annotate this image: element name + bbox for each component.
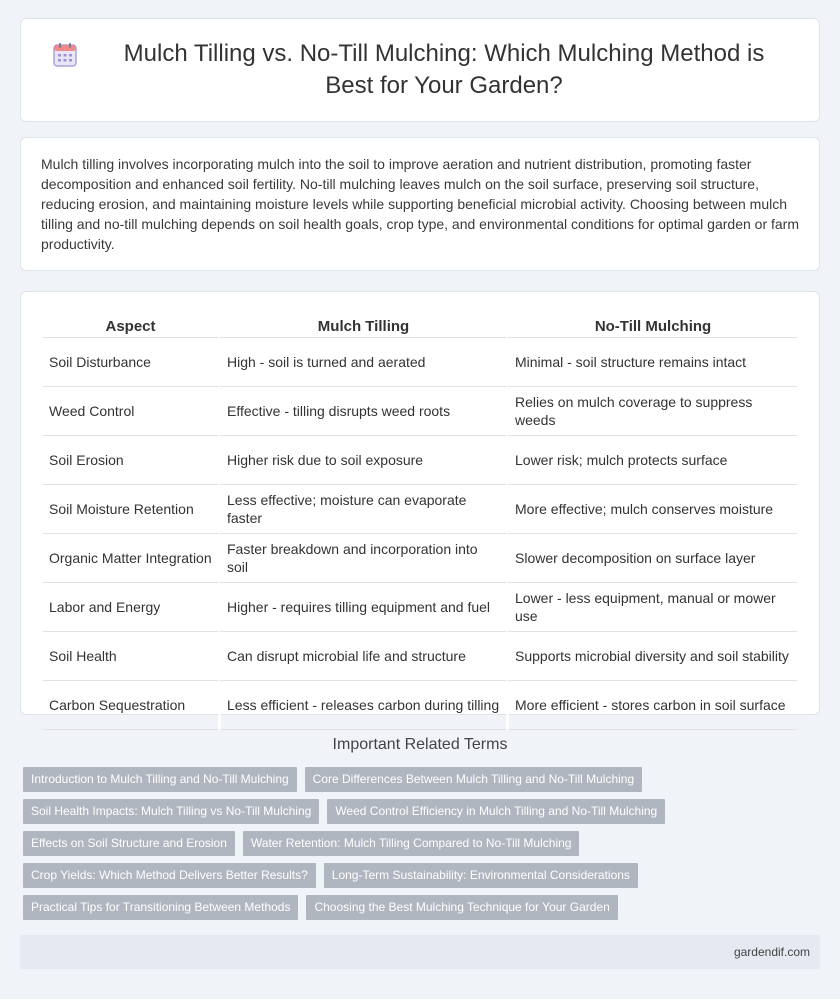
no-till-cell: Slower decomposition on surface layer: [506, 534, 797, 583]
related-term-tag[interactable]: Choosing the Best Mulching Technique for Your Garden: [306, 895, 617, 920]
no-till-cell: Lower - less equipment, manual or mower use: [506, 583, 797, 632]
table-row: [43, 338, 797, 387]
aspect-cell: Soil Erosion: [43, 436, 218, 485]
footer-site-link[interactable]: gardendif.com: [733, 945, 810, 959]
related-term-tag[interactable]: Water Retention: Mulch Tilling Compared to No-Till Mulching: [243, 831, 580, 856]
page-title: Mulch Tilling vs. No-Till Mulching: Which Mulching Method is Best for Your Garden?: [123, 40, 765, 99]
comparison-table-card: [20, 291, 820, 715]
calendar-icon: [51, 41, 79, 69]
no-till-cell: More effective; mulch conserves moisture: [506, 485, 797, 534]
related-term-tag[interactable]: Introduction to Mulch Tilling and No-Till Mulching: [23, 767, 297, 792]
mulch-tilling-cell: Less efficient - releases carbon during tilling: [218, 681, 506, 730]
aspect-cell: Soil Health: [43, 632, 218, 681]
aspect-cell: Organic Matter Integration: [43, 534, 218, 583]
table-row: [43, 632, 797, 681]
related-term-tag[interactable]: Long-Term Sustainability: Environmental Considerations: [324, 863, 638, 888]
no-till-cell: Lower risk; mulch protects surface: [506, 436, 797, 485]
aspect-cell: Labor and Energy: [43, 583, 218, 632]
intro-card: [20, 137, 820, 271]
related-term-tag[interactable]: Practical Tips for Transitioning Between Methods: [23, 895, 298, 920]
related-terms-heading: Important Related Terms: [332, 736, 508, 753]
table-row: [43, 387, 797, 436]
table-header-row: [43, 309, 797, 338]
related-term-tag[interactable]: Crop Yields: Which Method Delivers Better Results?: [23, 863, 316, 888]
no-till-cell: Supports microbial diversity and soil stability: [506, 632, 797, 681]
header-mulch-tilling: Mulch Tilling: [218, 309, 506, 338]
mulch-tilling-cell: Can disrupt microbial life and structure: [218, 632, 506, 681]
mulch-tilling-cell: Higher - requires tilling equipment and fuel: [218, 583, 506, 632]
header-aspect: Aspect: [43, 309, 218, 338]
related-term-tag[interactable]: Weed Control Efficiency in Mulch Tilling and No-Till Mulching: [327, 799, 665, 824]
no-till-cell: Relies on mulch coverage to suppress weeds: [506, 387, 797, 436]
related-term-tag[interactable]: Effects on Soil Structure and Erosion: [23, 831, 235, 856]
mulch-tilling-cell: Effective - tilling disrupts weed roots: [218, 387, 506, 436]
related-term-tag[interactable]: Soil Health Impacts: Mulch Tilling vs No-Till Mulching: [23, 799, 319, 824]
related-term-tag[interactable]: Core Differences Between Mulch Tilling and No-Till Mulching: [305, 767, 642, 792]
no-till-cell: Minimal - soil structure remains intact: [506, 338, 797, 387]
mulch-tilling-cell: High - soil is turned and aerated: [218, 338, 506, 387]
aspect-cell: Soil Moisture Retention: [43, 485, 218, 534]
table-row: [43, 436, 797, 485]
header-no-till-mulching: No-Till Mulching: [506, 309, 797, 338]
comparison-table: [43, 309, 797, 730]
footer: [20, 935, 820, 969]
no-till-cell: More efficient - stores carbon in soil surface: [506, 681, 797, 730]
aspect-cell: Soil Disturbance: [43, 338, 218, 387]
header-card: [20, 18, 820, 122]
aspect-cell: Weed Control: [43, 387, 218, 436]
table-row: [43, 534, 797, 583]
aspect-cell: Carbon Sequestration: [43, 681, 218, 730]
related-terms-list: [23, 767, 813, 927]
intro-paragraph: Mulch tilling involves incorporating mulch into the soil to improve aeration and nutrient distribution, promoting faster decomposition and enhanced soil fertility. No-till mulching leaves mulch on the soil surface, preserving soil structure, reducing erosion, and maintaining moisture levels while supporting beneficial microbial activity. Choosing between mulch tilling and no-till mulching depends on soil health goals, crop type, and environmental conditions for optimal garden or farm productivity.: [41, 156, 799, 252]
table-row: [43, 485, 797, 534]
mulch-tilling-cell: Faster breakdown and incorporation into soil: [218, 534, 506, 583]
mulch-tilling-cell: Less effective; moisture can evaporate faster: [218, 485, 506, 534]
mulch-tilling-cell: Higher risk due to soil exposure: [218, 436, 506, 485]
table-row: [43, 681, 797, 730]
table-row: [43, 583, 797, 632]
